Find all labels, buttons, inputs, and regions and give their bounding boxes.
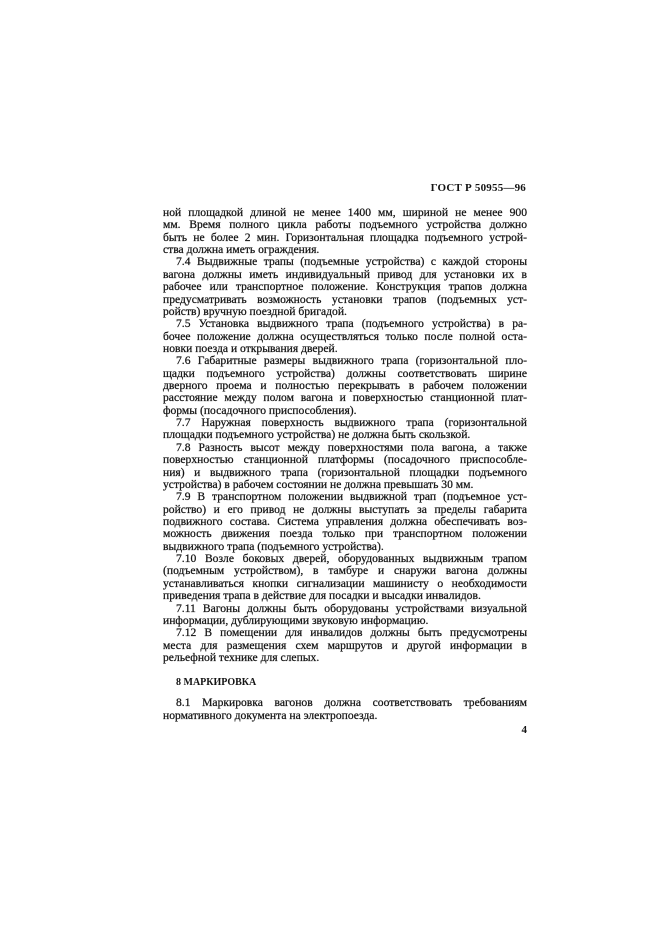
text-line: дверного проема и полностью перекрывать в рабочем положении bbox=[163, 379, 527, 393]
text-line: 7.5 Установка выдвижного трапа (подъемного устройства) в ра- bbox=[176, 317, 527, 331]
text-line: подвижного состава. Система управления должна обеспечивать воз- bbox=[163, 515, 527, 528]
text-line: мм. Время полного цикла работы подъемного устройства должно bbox=[163, 218, 527, 232]
text-line: расстояние между полом вагона и поверхностью станционной плат- bbox=[163, 391, 527, 405]
text-line: нормативного документа на электропоезда. bbox=[163, 709, 378, 722]
text-line: щадки подъемного устройства) должны соответствовать ширине bbox=[163, 366, 527, 380]
text-line: 7.12 В помещении для инвалидов должны быть предусмотрены bbox=[176, 626, 527, 640]
text-line: 7.4 Выдвижные трапы (подъемные устройства) с каждой стороны bbox=[176, 255, 527, 269]
document-code-header: ГОСТ Р 50955—96 bbox=[430, 182, 526, 194]
text-line: ной площадкой длиной не менее 1400 мм, шириной не менее 900 bbox=[163, 206, 527, 219]
text-line: новки поезда и открывания дверей. bbox=[163, 341, 338, 355]
text-line: 8.1 Маркировка вагонов должна соответствовать требованиям bbox=[176, 696, 527, 709]
text-line: ния) и выдвижного трапа (горизонтальной площадки подъемного bbox=[163, 465, 527, 479]
text-line: 7.9 В транспортном положении выдвижной трап (подъемное уст- bbox=[176, 490, 527, 504]
text-line: рабочее или транспортное положение. Конструкция трапов должна bbox=[163, 280, 527, 294]
text-line: площадки подъемного устройства) не должна быть скользкой. bbox=[163, 428, 471, 442]
text-line: места для размещения схем маршрутов и другой информации в bbox=[163, 638, 527, 652]
text-line: (подъемным устройством), в тамбуре и снаружи вагона должны bbox=[163, 564, 527, 578]
text-line: 7.6 Габаритные размеры выдвижного трапа (горизонтальной пло- bbox=[176, 354, 527, 368]
text-line: информации, дублирующими звуковую информацию. bbox=[163, 613, 429, 627]
text-line: 7.10 Возле боковых дверей, оборудованных выдвижным трапом bbox=[176, 552, 527, 566]
section-heading: 8 МАРКИРОВКА bbox=[176, 677, 257, 688]
text-line: 7.11 Вагоны должны быть оборудованы устройствами визуальной bbox=[176, 601, 527, 615]
text-line: вагона должны иметь индивидуальный привод для установки их в bbox=[163, 267, 527, 281]
text-line: приведения трапа в действие для посадки и высадки инвалидов. bbox=[163, 589, 481, 603]
text-line: рельефной технике для слепых. bbox=[163, 650, 320, 664]
text-line: 7.8 Разность высот между поверхностями пола вагона, а также bbox=[176, 440, 527, 454]
text-line: формы (посадочного приспособления). bbox=[163, 403, 357, 417]
text-line: 7.7 Наружная поверхность выдвижного трапа (горизонтальной bbox=[176, 416, 527, 430]
page-number: 4 bbox=[521, 724, 527, 736]
text-line: быть не более 2 мин. Горизонтальная площадка подъемного устрой- bbox=[163, 230, 527, 244]
text-line: выдвижного трапа (подъемного устройства). bbox=[163, 539, 384, 553]
text-line: поверхностью станционной платформы (посадочного приспособле- bbox=[163, 453, 527, 467]
text-line: ройств) вручную поездной бригадой. bbox=[163, 304, 347, 318]
text-line: устройства) в рабочем состоянии не должна превышать 30 мм. bbox=[163, 477, 474, 491]
text-line: ства должна иметь ограждения. bbox=[163, 243, 320, 257]
text-line: ройство) и его привод не должны выступать за пределы габарита bbox=[163, 502, 527, 516]
text-line: устанавливаться кнопки сигнализации машинисту о необходимости bbox=[163, 576, 527, 590]
text-line: предусматривать возможность установки трапов (подъемных уст- bbox=[163, 292, 527, 306]
text-line: можность движения поезда только при транспортном положении bbox=[163, 527, 527, 541]
text-line: бочее положение должна осуществляться только после полной оста- bbox=[163, 329, 527, 343]
